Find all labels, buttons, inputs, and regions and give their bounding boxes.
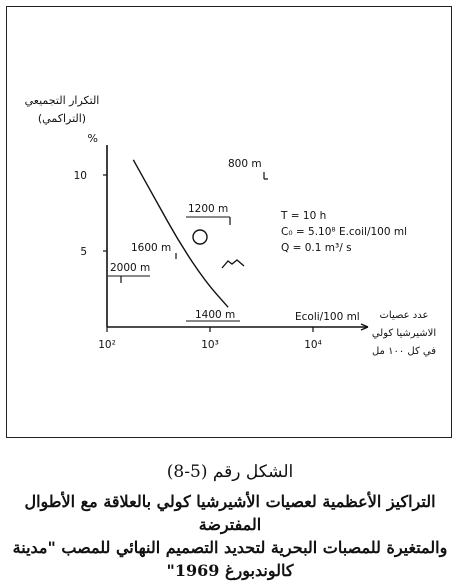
param-C: C₀ = 5.10⁸ E.coil/100 ml: [281, 226, 408, 238]
label-1600m: 1600 m: [131, 242, 172, 254]
x-tick-label: 10³: [201, 339, 219, 351]
x-tick-label: 10⁴: [304, 339, 322, 351]
x-ticks: [98, 327, 322, 351]
circle-marker: [193, 230, 207, 244]
x-tick-label: 10²: [98, 339, 116, 351]
figure-caption-title: الشكل رقم (5-8): [166, 462, 294, 482]
y-axis-label: التكرار التجميعي: [24, 94, 100, 107]
param-T: T = 10 h: [281, 210, 327, 222]
label-1200m: 1200 m: [188, 203, 229, 215]
x-unit-label: Ecoli/100 ml: [295, 311, 360, 323]
y-axis-label: (التراكمي): [37, 112, 87, 125]
x-axis-label: في كل ١٠٠ مل: [371, 346, 437, 357]
y-tick-label: 10: [73, 170, 87, 182]
series-line: [133, 160, 228, 307]
param-Q: Q = 0.1 m³/ s: [281, 242, 352, 254]
caption-line: والمتغيرة للمصبات البحرية لتحديد التصميم النهائي للمصب "مدينة: [12, 538, 448, 557]
x-axis-label: عدد عصيات: [379, 310, 429, 321]
label-2000m: 2000 m: [110, 262, 151, 274]
squiggle-mark: [222, 260, 244, 268]
y-unit: %: [87, 132, 98, 145]
label-800m-tick: [264, 172, 268, 179]
caption-line: التراكيز الأعظمية لعصيات الأشيرشيا كولي بالعلاقة مع الأطوال المفترضة: [24, 492, 436, 534]
figure-caption: [8, 490, 452, 582]
y-tick-label: 5: [80, 246, 87, 258]
caption-line: كالوندبورغ 1969": [166, 561, 294, 580]
label-1400m: 1400 m: [195, 309, 236, 321]
y-ticks: [74, 170, 107, 258]
label-800m: 800 m: [228, 158, 262, 170]
x-axis-label: الاشيرشيا كولي: [371, 328, 437, 339]
